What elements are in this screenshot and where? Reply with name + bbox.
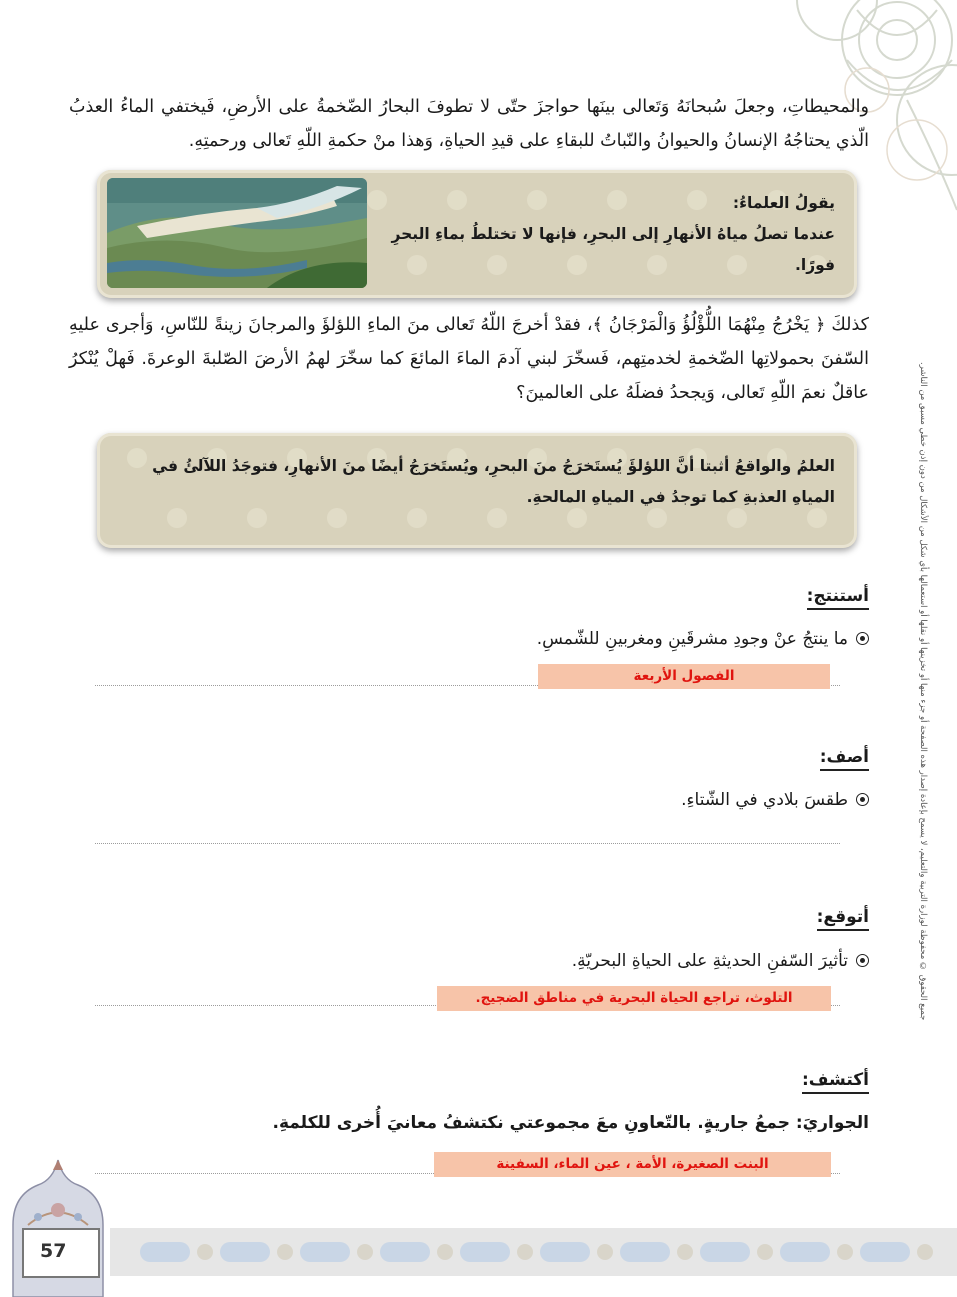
answer-conclude: الفصول الأربعة: [538, 664, 830, 689]
coastline-photo: [107, 178, 367, 288]
section-title-conclude: أستنتج:: [807, 585, 869, 610]
scholars-text: [385, 188, 835, 281]
intro-paragraph: والمحيطاتِ، وجعلَ سُبحانَهُ وَتَعالى بينَها حواجزَ حتّى لا تطوفَ البحارُ الضّخمةُ على الأرضِ، فَيختفي الماءُ العذبُ الّذي يحتاجُهُ الإنسانُ والحيوانُ والنّباتُ للبقاءِ على قيدِ الحياةِ، وَهذا منْ حكمةِ اللّهِ تَعالى ورحمتِهِ.: [69, 97, 869, 151]
question-conclude: [537, 626, 869, 652]
fact-text: العلمُ والواقعُ أثبتا أنَّ اللؤلؤَ يُستَخرَجُ منَ البحرِ، ويُستَخرَجُ أيضًا منَ الأنهارِ، فتوجَدُ اللآلئُ في المياهِ العذبةِ كما توجدُ في المياهِ المالحةِ.: [152, 457, 835, 506]
bottom-decorative-strip: [110, 1228, 957, 1276]
answer-discover: البنت الصغيرة، الأمة ، عين الماء، السفينة: [434, 1152, 831, 1177]
fact-box: [97, 433, 857, 548]
answer-predict: التلوث، تراجع الحياة البحرية في مناطق الضجيج.: [437, 986, 831, 1011]
bullet-icon: [856, 632, 869, 645]
question-text: طقسَ بلادي في الشّتاءِ.: [681, 790, 848, 810]
bullet-icon: [856, 793, 869, 806]
scholars-heading: يقولُ العلماءُ:: [732, 194, 835, 212]
question-discover: الجواريَ: جمعُ جاريةٍ. بالتّعاونِ معَ مجموعتي نكتشفُ معانيَ أُخرى للكلمةِ.: [272, 1113, 869, 1133]
page-number: 57: [40, 1240, 67, 1262]
scholars-quote: عندما تصلُ مياهُ الأنهارِ إلى البحرِ، فإنها لا تختلطُ بماءِ البحرِ فورًا.: [391, 225, 835, 274]
section-title-discover: أكتشف:: [802, 1069, 869, 1094]
answer-line-describe[interactable]: [95, 842, 840, 844]
copyright-note: جميع الحقوق © محفوظة لوزارة التربية والتعليم، لا يسمح بإعادة إصدار هذه الصفحة أو جزء منها أو تخزينها أو نقلها أو استعمالها بأي شكل من الأشكال من دون إذن خطي مسبق من الناشر.: [918, 361, 928, 1020]
question-predict: [572, 948, 869, 974]
section-title-describe: أصف:: [820, 746, 869, 771]
bullet-icon: [856, 954, 869, 967]
question-text: تأثيرَ السّفنِ الحديثةِ على الحياةِ البحريّةِ.: [571, 951, 848, 971]
section-title-predict: أتوقع:: [817, 906, 869, 931]
question-text: ما ينتجُ عنْ وجودِ مشرقَينِ ومغربينِ للشّمسِ.: [536, 629, 848, 649]
pearls-paragraph: كذلكَ ﴿ يَخْرُجُ مِنْهُمَا اللُّؤْلُؤُ وَالْمَرْجَانُ ﴾، فقدْ أخرجَ اللّهُ تَعالى منَ الماءِ اللؤلؤَ والمرجانَ زينةً للنّاسِ، وَأجرى عليهِ السّفنَ بحمولاتِها الضّخمةِ لخدمتِهم، فَسخّرَ لبني آدمَ الماءَ المائعَ كما سخّرَ لهمُ الأرضَ الصّلبةَ الوعرةَ. فَهلْ يُنْكرُ عاقلٌ نعمَ اللّهِ تَعالى، وَيجحدُ فضلَهُ على العالمينَ؟: [69, 315, 869, 403]
scholars-box: [97, 170, 857, 298]
question-describe: [681, 787, 869, 813]
